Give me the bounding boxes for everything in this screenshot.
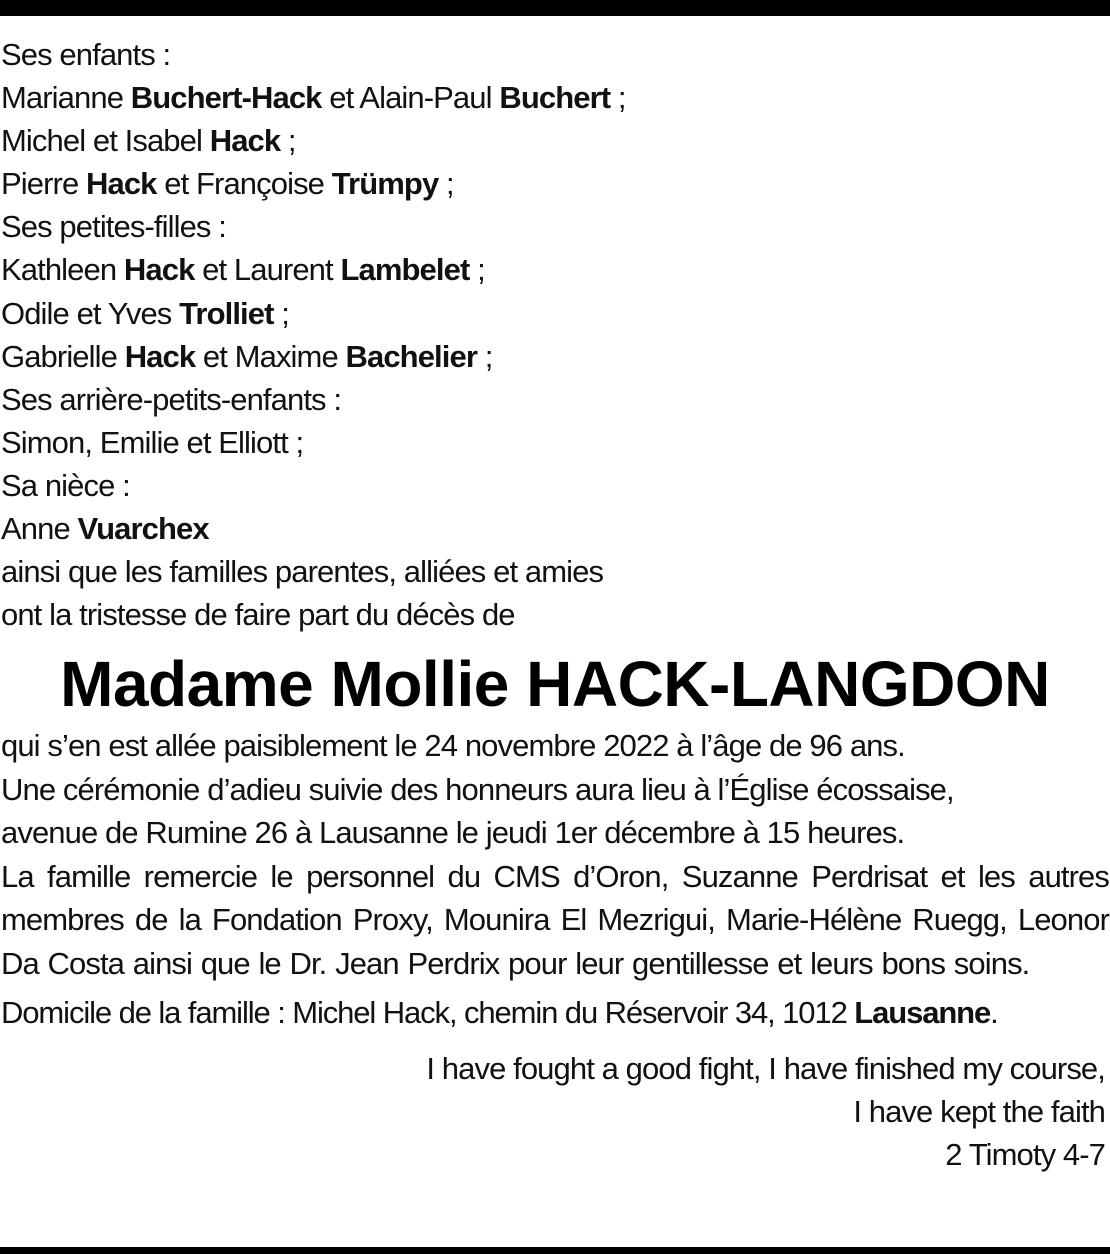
bible-quote [1, 1047, 1109, 1176]
family-list [1, 33, 1109, 636]
granddaughter-entry: Kathleen Hack et Laurent Lambelet ; [1, 252, 485, 288]
granddaughters-heading: Ses petites-filles : [1, 209, 226, 245]
extended-family-line: ainsi que les familles parentes, alliées et amies [1, 554, 604, 590]
quote-line: I have fought a good fight, I have finished my course, [426, 1050, 1105, 1086]
granddaughter-entry: Gabrielle Hack et Maxime Bachelier ; [1, 338, 493, 374]
ceremony-line: Une cérémonie d’adieu suivie des honneurs aura lieu à l’Église écossaise, [1, 771, 954, 807]
children-heading: Ses enfants : [1, 37, 171, 72]
child-entry: Marianne Buchert-Hack et Alain-Paul Buchert ; [1, 80, 626, 116]
ceremony-location-line: avenue de Rumine 26 à Lausanne le jeudi 1er décembre à 15 heures. [1, 815, 905, 851]
granddaughter-entry: Odile et Yves Trolliet ; [1, 295, 289, 331]
great-grandchildren-heading: Ses arrière-petits-enfants : [1, 381, 342, 417]
bottom-border [0, 1247, 1110, 1254]
child-entry: Pierre Hack et Françoise Trümpy ; [1, 166, 454, 202]
child-entry: Michel et Isabel Hack ; [1, 123, 296, 159]
deceased-name: Madame Mollie HACK-LANGDON [60, 648, 1050, 721]
great-grandchildren-entry: Simon, Emilie et Elliott ; [1, 424, 304, 460]
quote-reference: 2 Timoty 4-7 [945, 1136, 1105, 1172]
obituary-notice [1, 33, 1109, 1176]
announcement-line: ont la tristesse de faire part du décès de [1, 597, 515, 633]
quote-line: I have kept the faith [853, 1093, 1105, 1129]
top-border [0, 0, 1110, 16]
niece-entry: Anne Vuarchex [1, 511, 209, 547]
passing-line: qui s’en est allée paisiblement le 24 novembre 2022 à l’âge de 96 ans. [1, 728, 905, 764]
ceremony-details [1, 724, 1109, 985]
family-domicile: Domicile de la famille : Michel Hack, chemin du Réservoir 34, 1012 Lausanne. [1, 995, 998, 1031]
thanks-paragraph: La famille remercie le personnel du CMS d’Oron, Suzanne Perdrisat et les autres membres de la Fondation Proxy, Mounira El Mezrigui, Marie-Hélène Ruegg, Leonor Da Costa ainsi que le Dr. Jean Perdrix pour leur gentillesse et leurs bons soins. [1, 858, 1109, 981]
niece-heading: Sa nièce : [1, 467, 130, 503]
